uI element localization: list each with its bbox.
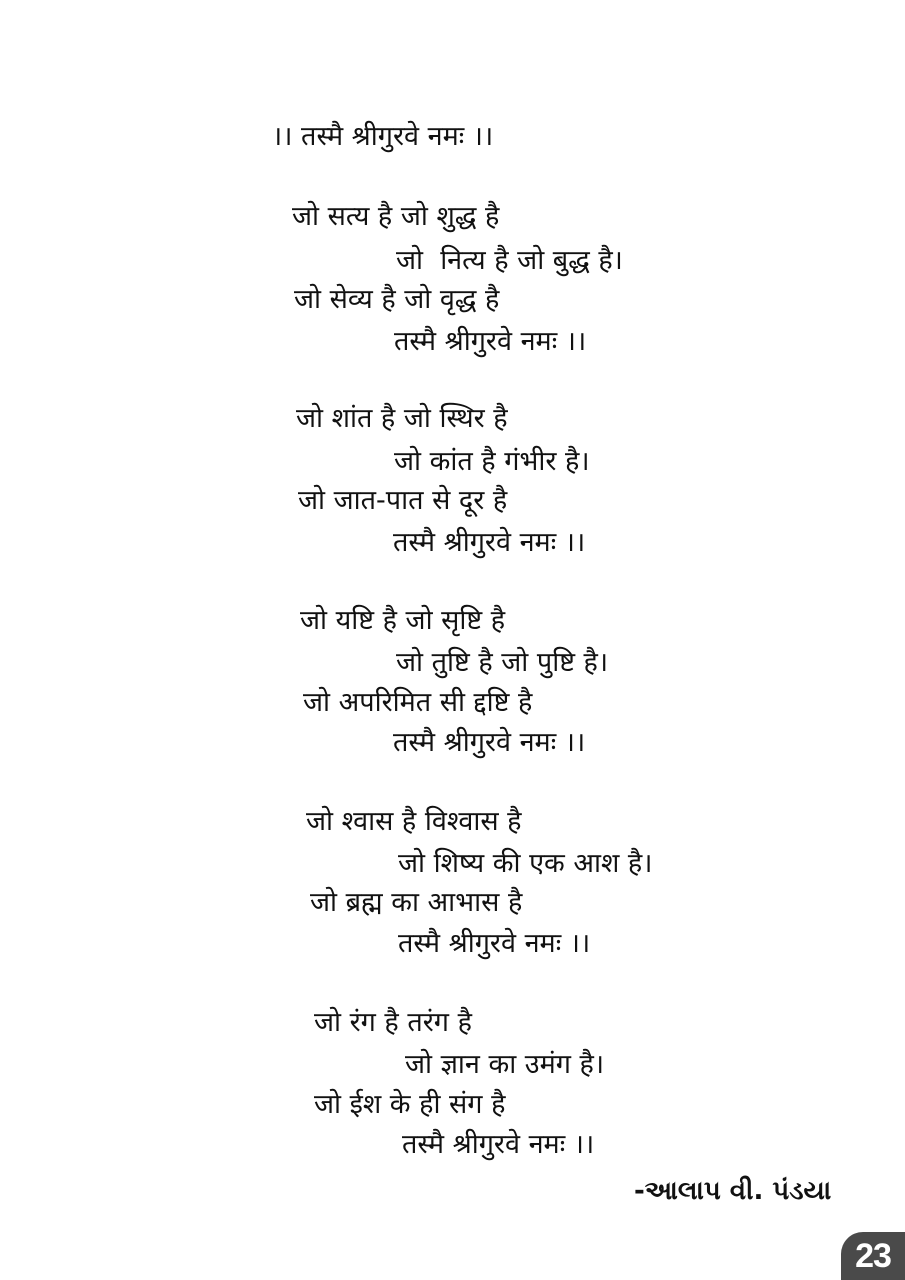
poem-line: जो कांत है गंभीर है।: [394, 446, 590, 477]
poem-line: जो सेव्य है जो वृद्ध है: [294, 284, 500, 315]
poem-line: जो अपरिमित सी द्दष्टि है: [303, 687, 533, 718]
poem-line: जो शिष्य की एक आश है।: [398, 848, 653, 879]
poem-title: ।। तस्मै श्रीगुरवे नमः ।।: [272, 121, 494, 152]
page-number: 23: [855, 1236, 891, 1275]
poem-line: जो रंग है तरंग है: [314, 1007, 472, 1038]
poem-line: जो जात-पात से दूर है: [298, 485, 508, 516]
author-signature: -આલાપ વી. પંડયા: [634, 1176, 832, 1206]
page-number-badge: [841, 1232, 905, 1280]
poem-refrain: तस्मै श्रीगुरवे नमः ।।: [393, 727, 586, 758]
poem-line: जो ब्रह्म का आभास है: [310, 887, 523, 918]
poem-line: जो तुष्टि है जो पुष्टि है।: [396, 647, 609, 678]
poem-refrain: तस्मै श्रीगुरवे नमः ।।: [402, 1129, 595, 1160]
poem-line: जो श्वास है विश्वास है: [306, 806, 522, 837]
poem-line: जो नित्य है जो बुद्ध है।: [396, 245, 623, 276]
poem-line: जो सत्य है जो शुद्ध है: [292, 201, 500, 232]
poem-refrain: तस्मै श्रीगुरवे नमः ।।: [393, 527, 586, 558]
poem-refrain: तस्मै श्रीगुरवे नमः ।।: [398, 928, 591, 959]
poem-line: जो शांत है जो स्थिर है: [296, 403, 508, 434]
poem-line: जो यष्टि है जो सृष्टि है: [300, 605, 506, 636]
poem-refrain: तस्मै श्रीगुरवे नमः ।।: [394, 326, 587, 357]
poem-line: जो ईश के ही संग है: [314, 1089, 506, 1120]
poem-line: जो ज्ञान का उमंग है।: [405, 1049, 605, 1080]
